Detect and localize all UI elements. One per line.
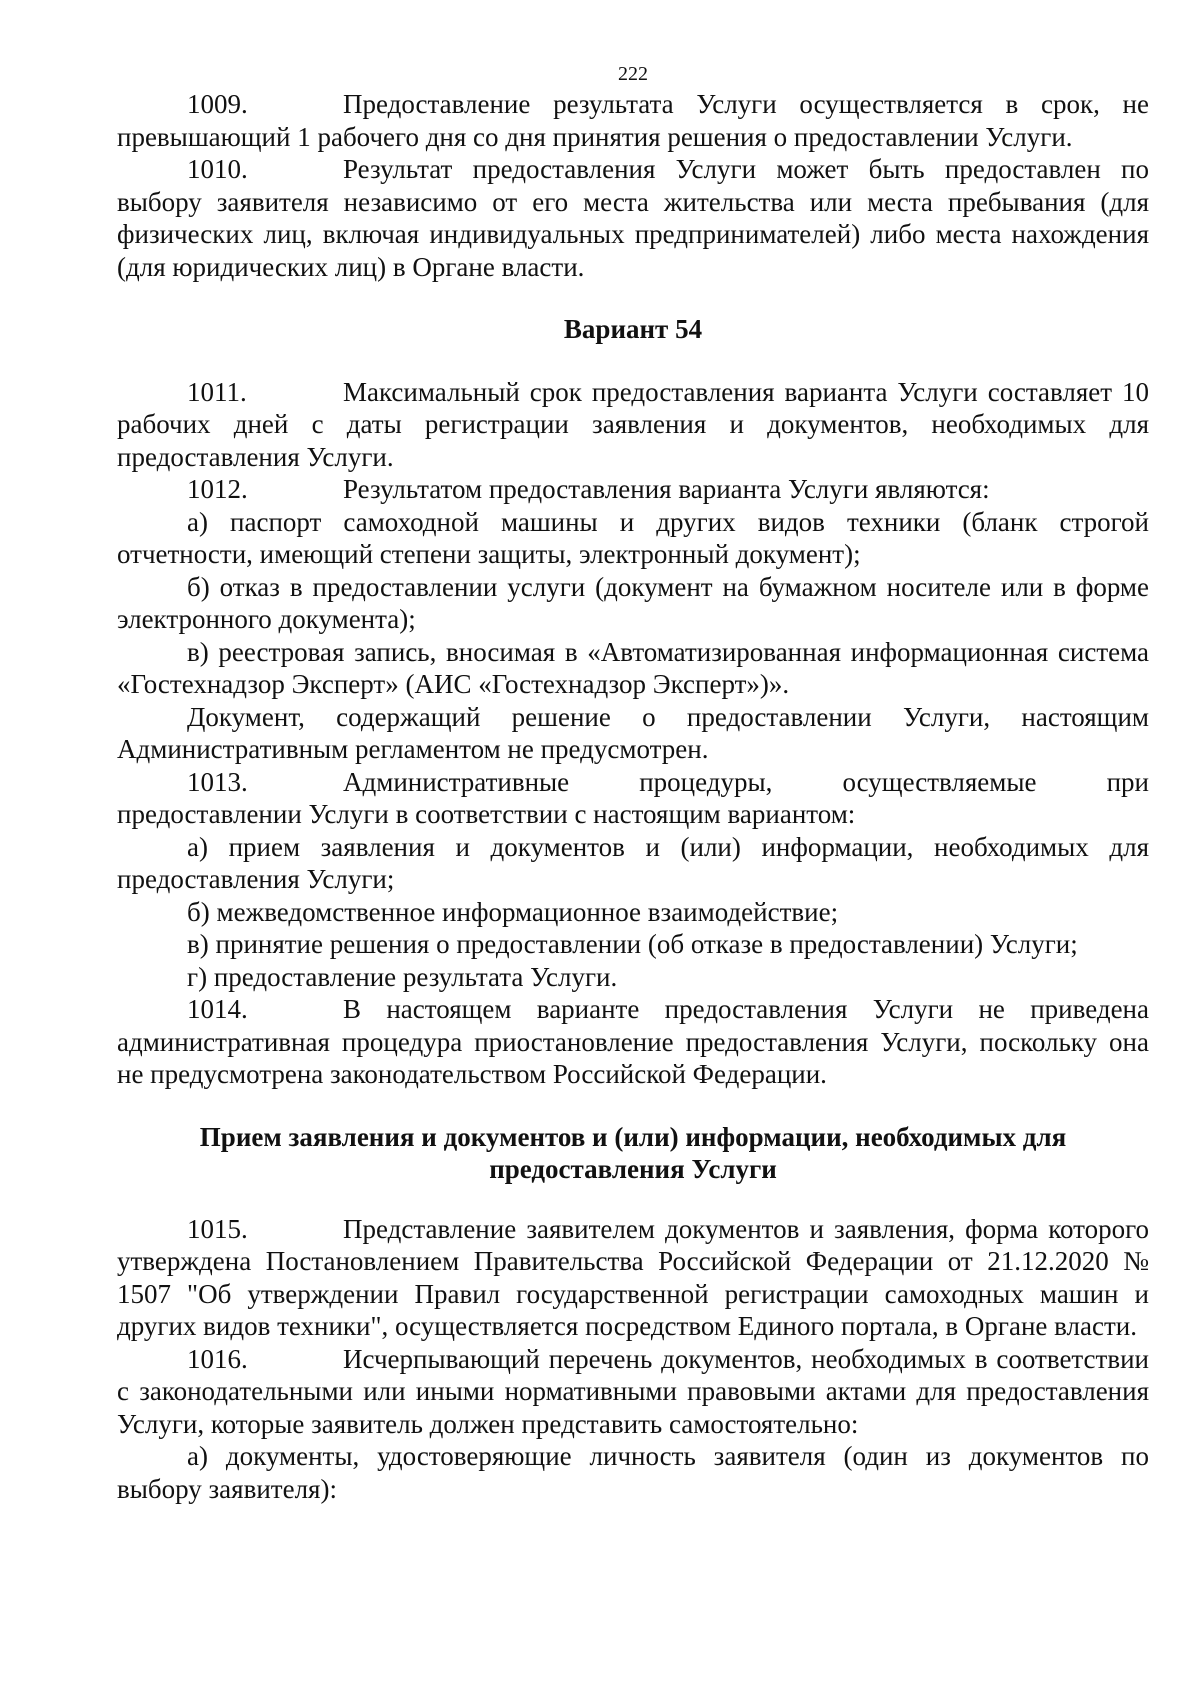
list-item-1013-c: в) принятие решения о предоставлении (об отказе в предоставлении) Услуги; xyxy=(187,929,1078,959)
list-item-1012-b: б) отказ в предоставлении услуги (документ на бумажном носителе или в форме электронного документа); xyxy=(117,571,1149,634)
item-number: 1014. xyxy=(187,994,248,1024)
paragraph-text: Результат предоставления Услуги может быть предоставлен по выбору заявителя независимо от его места жительства или места пребывания (для физических лиц, включая индивидуальных предпринимателей) либо места нахождения (для юридических лиц) в Органе власти. xyxy=(117,154,1149,282)
paragraph-1015 xyxy=(117,1213,1149,1343)
paragraph-text: Предоставление результата Услуги осуществляется в срок, не превышающий 1 рабочего дня со дня принятия решения о предоставлении Услуги. xyxy=(117,89,1149,152)
paragraph-1013 xyxy=(117,766,1149,831)
item-number: 1009. xyxy=(187,89,248,119)
paragraph-1009 xyxy=(117,88,1149,153)
paragraph-text: В настоящем варианте предоставления Услуги не приведена административная процедура приостановление предоставления Услуги, поскольку она не предусмотрена законодательством Российской Федерации. xyxy=(117,994,1149,1089)
page-number: 222 xyxy=(618,63,648,85)
item-number: 1016. xyxy=(187,1343,248,1374)
paragraph-1014 xyxy=(117,993,1149,1091)
paragraph-text: Исчерпывающий перечень документов, необходимых в соответствии с законодательными или иными нормативными правовыми актами для предоставления Услуги, которые заявитель должен представить самостоятельно: xyxy=(117,1343,1149,1439)
item-number: 1013. xyxy=(187,766,248,797)
document-page xyxy=(117,62,1149,1505)
paragraph-document-note: Документ, содержащий решение о предоставлении Услуги, настоящим Административным регламентом не предусмотрен. xyxy=(117,701,1149,764)
paragraph-text: Административные процедуры, осуществляемые при предоставлении Услуги в соответствии с настоящим вариантом: xyxy=(117,766,1149,829)
paragraph-1010 xyxy=(117,153,1149,283)
item-number: 1011. xyxy=(187,376,247,407)
item-number: 1012. xyxy=(187,474,248,504)
list-item-1016-a: а) документы, удостоверяющие личность заявителя (один из документов по выбору заявителя): xyxy=(117,1441,1149,1504)
paragraph-1011 xyxy=(117,376,1149,474)
paragraph-1012 xyxy=(117,473,1149,506)
item-number: 1010. xyxy=(187,154,248,184)
paragraph-text: Представление заявителем документов и заявления, форма которого утверждена Постановлением Правительства Российской Федерации от 21.12.2020 № 1507 "Об утверждении Правил государственной регистрации самоходных машин и других видов техники", осуществляется посредством Единого портала, в Органе власти. xyxy=(117,1213,1149,1341)
heading-section: Прием заявления и документов и (или) информации, необходимых для предоставления Услуги xyxy=(199,1121,1067,1184)
list-item-1013-b: б) межведомственное информационное взаимодействие; xyxy=(187,896,839,927)
list-item-1013-d: г) предоставление результата Услуги. xyxy=(187,961,618,992)
list-item-1012-c: в) реестровая запись, вносимая в «Автоматизированная информационная система «Гостехнадзор Эксперт» (АИС «Гостехнадзор Эксперт»)». xyxy=(117,636,1149,699)
list-item-1012-a: а) паспорт самоходной машины и других видов техники (бланк строгой отчетности, имеющий степени защиты, электронный документ); xyxy=(117,506,1149,569)
list-item-1013-a: а) прием заявления и документов и (или) информации, необходимых для предоставления Услуги; xyxy=(117,831,1149,894)
paragraph-text: Максимальный срок предоставления варианта Услуги составляет 10 рабочих дней с даты регистрации заявления и документов, необходимых для предоставления Услуги. xyxy=(117,376,1149,472)
paragraph-text: Результатом предоставления варианта Услуги являются: xyxy=(343,474,990,504)
paragraph-1016 xyxy=(117,1343,1149,1441)
heading-variant: Вариант 54 xyxy=(563,314,703,344)
item-number: 1015. xyxy=(187,1213,248,1244)
